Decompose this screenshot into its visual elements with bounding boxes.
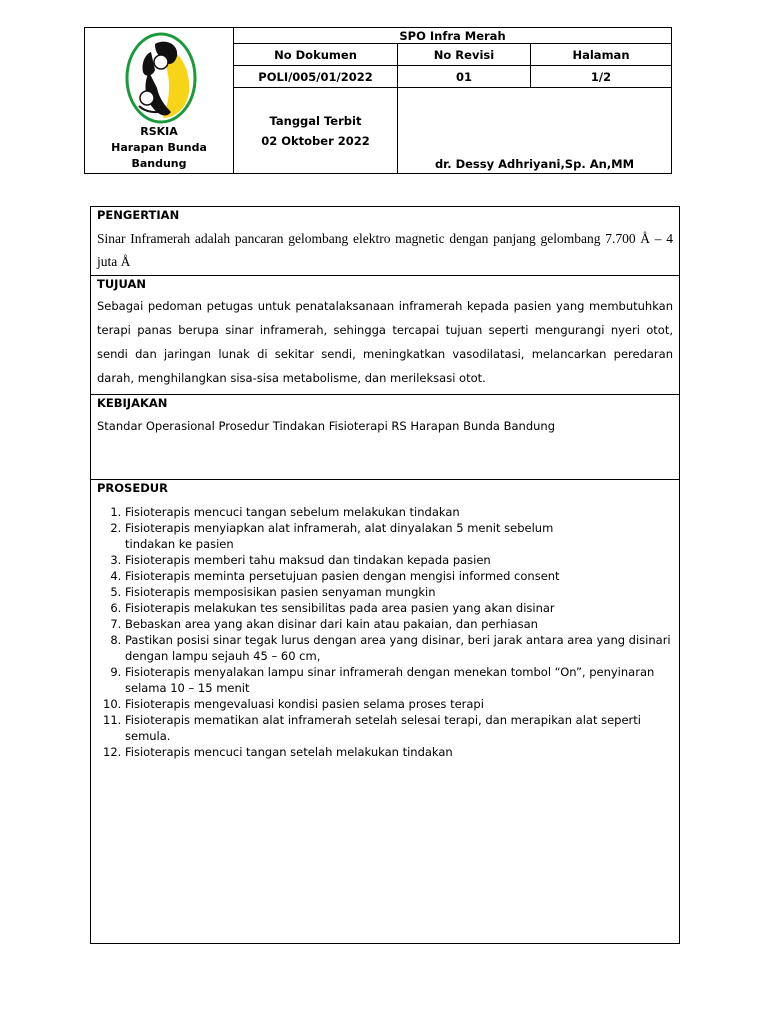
section-title: PROSEDUR bbox=[97, 481, 168, 495]
org-line-3: Bandung bbox=[131, 157, 187, 170]
list-item: 2. Fisioterapis menyiapkan alat inframerah, alat dinyalakan 5 menit sebelum tindakan ke pasien bbox=[125, 520, 679, 552]
section-title: TUJUAN bbox=[97, 277, 146, 291]
list-item: 3. Fisioterapis memberi tahu maksud dan tindakan kepada pasien bbox=[125, 552, 679, 568]
no-dokumen-value: POLI/005/01/2022 bbox=[234, 66, 398, 88]
sop-body bbox=[90, 206, 680, 944]
list-item: 4. Fisioterapis meminta persetujuan pasien dengan mengisi informed consent bbox=[125, 568, 679, 584]
section-text: Sinar Inframerah adalah pancaran gelombang elektro magnetic dengan panjang gelombang 7.700 Å – 4 juta Å bbox=[97, 231, 673, 269]
tanggal-terbit bbox=[234, 88, 398, 174]
list-item: 7. Bebaskan area yang akan disinar dari kain atau pakaian, dan perhiasan bbox=[125, 616, 679, 632]
list-item: 8. Pastikan posisi sinar tegak lurus dengan area yang disinar, beri jarak antara area yang disinari dengan lampu sejauh 45 – 60 cm, bbox=[125, 632, 679, 664]
org-line-1: RSKIA bbox=[140, 125, 178, 138]
list-item: 6. Fisioterapis melakukan tes sensibilitas pada area pasien yang akan disinar bbox=[125, 600, 679, 616]
procedure-list bbox=[91, 504, 679, 760]
list-item: 11. Fisioterapis mematikan alat inframerah setelah selesai terapi, dan merapikan alat seperti semula. bbox=[125, 712, 679, 744]
list-item: 10. Fisioterapis mengevaluasi kondisi pasien selama proses terapi bbox=[125, 696, 679, 712]
org-line-2: Harapan Bunda bbox=[111, 141, 207, 154]
mother-child-logo-icon bbox=[125, 32, 197, 124]
list-item: 5. Fisioterapis memposisikan pasien senyaman mungkin bbox=[125, 584, 679, 600]
halaman-value: 1/2 bbox=[531, 66, 672, 88]
no-revisi-value: 01 bbox=[398, 66, 531, 88]
signatory: dr. Dessy Adhriyani,Sp. An,MM bbox=[398, 88, 672, 174]
section-title: KEBIJAKAN bbox=[97, 396, 168, 410]
col-halaman-header: Halaman bbox=[531, 44, 672, 66]
logo-cell bbox=[85, 28, 234, 174]
section-tujuan bbox=[91, 276, 679, 395]
section-pengertian bbox=[91, 207, 679, 276]
list-item: 12. Fisioterapis mencuci tangan setelah melakukan tindakan bbox=[125, 744, 679, 760]
section-title: PENGERTIAN bbox=[97, 208, 180, 222]
section-text: Standar Operasional Prosedur Tindakan Fisioterapi RS Harapan Bunda Bandung bbox=[97, 419, 556, 433]
document-header bbox=[84, 27, 672, 174]
list-item: 1. Fisioterapis mencuci tangan sebelum melakukan tindakan bbox=[125, 504, 679, 520]
section-kebijakan bbox=[91, 395, 679, 480]
list-item: 9. Fisioterapis menyalakan lampu sinar inframerah dengan menekan tombol “On”, penyinaran selama 10 – 15 menit bbox=[125, 664, 679, 696]
document-title: SPO Infra Merah bbox=[234, 28, 672, 44]
col-no-revisi-header: No Revisi bbox=[398, 44, 531, 66]
section-prosedur bbox=[91, 480, 679, 942]
section-text: Sebagai pedoman petugas untuk penatalaksanaan inframerah kepada pasien yang membutuhkan terapi panas berupa sinar inframerah, sehingga tercapai tujuan seperti mengurangi nyeri otot, sendi dan jaringan lunak di sekitar sendi, meningkatkan vasodilatasi, melancarkan peredaran darah, menghilangkan sisa-sisa metabolisme, dan merileksasi otot. bbox=[97, 299, 673, 385]
col-no-dokumen-header: No Dokumen bbox=[234, 44, 398, 66]
organization-name bbox=[85, 124, 233, 172]
tanggal-value: 02 Oktober 2022 bbox=[261, 133, 370, 148]
tanggal-label: Tanggal Terbit bbox=[269, 113, 362, 128]
